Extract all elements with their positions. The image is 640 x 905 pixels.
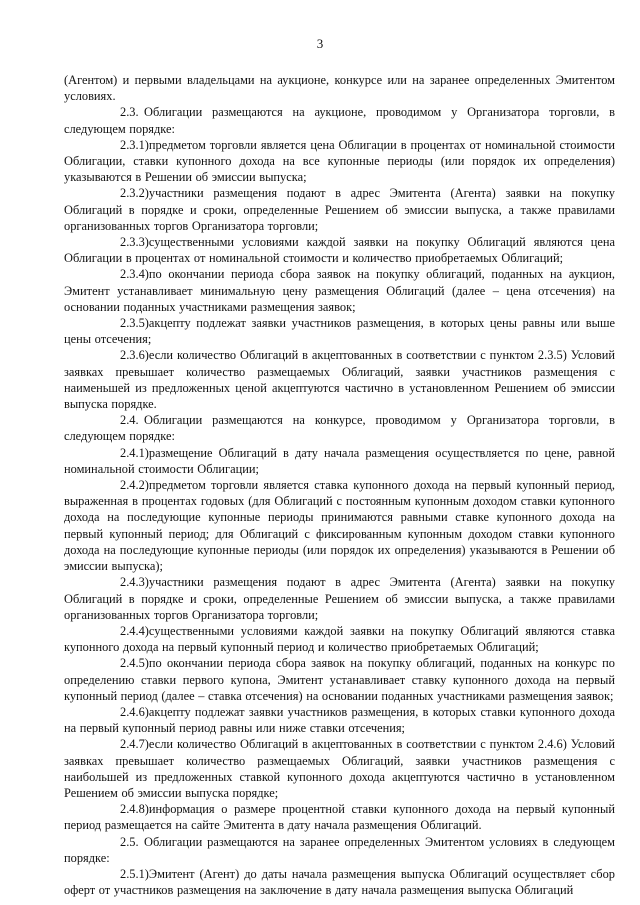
clause-text: акцепту подлежат заявки участников размещения, в которых цены равны или выше цены отсечения; [64, 316, 615, 347]
clause-text: участники размещения подают в адрес Эмитента (Агента) заявки на покупку Облигаций в порядке и сроки, определенные Решением об эмиссии выпуска, а также правилами организованных торгов Организатора торговли; [64, 186, 615, 233]
paragraph [64, 866, 615, 898]
clause-number: 2.3. [120, 105, 139, 120]
clause-text: предметом торговли является цена Облигации в процентах от номинальной стоимости Облигации, ставки купонного дохода на все купонные периоды (или порядок их определения) указываются в Решении об эмиссии выпуска; [64, 137, 615, 185]
paragraph [64, 104, 615, 136]
clause-text: информация о размере процентной ставки купонного дохода на первый купонный период размещается на сайте Эмитента в дату начала размещения Облигаций. [64, 802, 615, 833]
clause-text: Облигации размещаются на заранее определенных Эмитентом условиях в следующем порядке: [64, 834, 615, 865]
paragraph [64, 574, 615, 623]
paragraph [64, 266, 615, 315]
page-number: 3 [316, 36, 324, 51]
paragraph [64, 801, 615, 833]
paragraph [64, 477, 615, 574]
paragraph [64, 347, 615, 412]
clause-number: 2.3.3) [120, 235, 149, 250]
clause-number: 2.3.2) [120, 186, 149, 201]
paragraph [64, 736, 615, 801]
paragraph [64, 412, 615, 444]
clause-number: 2.4.1) [120, 445, 149, 460]
clause-text: по окончании периода сбора заявок на покупку облигаций, поданных на конкурс по определению ставки первого купона, Эмитент устанавливает ставку купонного дохода на первый купонный период (далее – ставка отсечения) на основании поданных участниками размещения заявок; [64, 656, 615, 703]
paragraph [64, 655, 615, 704]
paragraph [64, 623, 615, 655]
document-body [64, 72, 615, 898]
clause-number: 2.4.8) [120, 802, 149, 817]
clause-number: 2.4.5) [120, 656, 149, 671]
clause-number: 2.5. [120, 834, 139, 849]
clause-number: 2.3.6) [120, 348, 149, 363]
clause-number: 2.3.1) [120, 137, 149, 152]
clause-text: акцепту подлежат заявки участников размещения, в которых ставки купонного дохода на первый купонный период равны или ниже ставки отсечения; [64, 704, 615, 736]
clause-number: 2.4.4) [120, 623, 149, 638]
clause-text: если количество Облигаций в акцептованных в соответствии с пунктом 2.3.5) Условий заявках превышает количество размещаемых Облигаций, заявки участников размещения с наименьшей из предложенных ценой акцептуются частично в установленном Решением об эмиссии выпуска порядке. [64, 348, 615, 412]
paragraph [64, 704, 615, 736]
clause-text: Эмитент (Агент) до даты начала размещения выпуска Облигаций осуществляет сбор оферт от участников размещения на заключение в дату начала размещения выпуска Облигаций [64, 866, 615, 898]
paragraph [64, 185, 615, 234]
clause-number: 2.4.3) [120, 575, 149, 590]
paragraph [64, 72, 615, 104]
clause-number: 2.3.4) [120, 267, 149, 282]
clause-number: 2.5.1) [120, 866, 149, 881]
clause-number: 2.3.5) [120, 316, 149, 331]
paragraph [64, 834, 615, 866]
clause-number: 2.4.7) [120, 737, 149, 752]
clause-number: 2.4. [120, 413, 139, 428]
clause-text: существенными условиями каждой заявки на покупку Облигаций являются цена Облигации в процентах от номинальной стоимости и количество приобретаемых Облигаций; [64, 235, 615, 266]
clause-text: Облигации размещаются на аукционе, проводимом у Организатора торговли, в следующем порядке: [64, 105, 615, 136]
paragraph [64, 315, 615, 347]
clause-text: если количество Облигаций в акцептованных в соответствии с пунктом 2.4.6) Условий заявках превышает количество размещаемых Облигаций, заявки участников размещения с наибольшей из предложенных ставкой купонного дохода акцептуются частично в установленном Решением об эмиссии выпуска порядке; [64, 737, 615, 800]
clause-text: размещение Облигаций в дату начала размещения осуществляется по цене, равной номинальной стоимости Облигации; [64, 445, 615, 476]
paragraph [64, 234, 615, 266]
clause-text: Облигации размещаются на конкурсе, проводимом у Организатора торговли, в следующем порядке: [64, 413, 615, 444]
clause-text: (Агентом) и первыми владельцами на аукционе, конкурсе или на заранее определенных Эмитентом условиях. [64, 73, 615, 104]
paragraph [64, 137, 615, 186]
clause-number: 2.4.6) [120, 704, 149, 719]
clause-text: участники размещения подают в адрес Эмитента (Агента) заявки на покупку Облигаций в порядке и сроки, определенные Решением об эмиссии выпуска, а также правилами организованных торгов Организатора торговли; [64, 575, 615, 622]
paragraph [64, 445, 615, 477]
clause-text: существенными условиями каждой заявки на покупку Облигаций являются ставка купонного дохода на первый купонный период и количество приобретаемых Облигаций; [64, 623, 615, 655]
clause-text: предметом торговли является ставка купонного дохода на первый купонный период, выраженная в процентах годовых (для Облигаций с постоянным купонным доходом ставки купонного дохода на последующие купонные периоды принимаются равными ставке купонного дохода на первый купонный период; для Облигаций с фиксированным купонным доходом ставки купонного дохода на последующие купонные периоды (или порядок их определения) указываются в Решении об эмиссии выпуска); [64, 478, 615, 574]
clause-number: 2.4.2) [120, 478, 149, 493]
clause-text: по окончании периода сбора заявок на покупку облигаций, поданных на аукцион, Эмитент устанавливает минимальную цену размещения Облигаций (далее – цена отсечения) на основании поданных участниками размещения заявок; [64, 267, 615, 314]
